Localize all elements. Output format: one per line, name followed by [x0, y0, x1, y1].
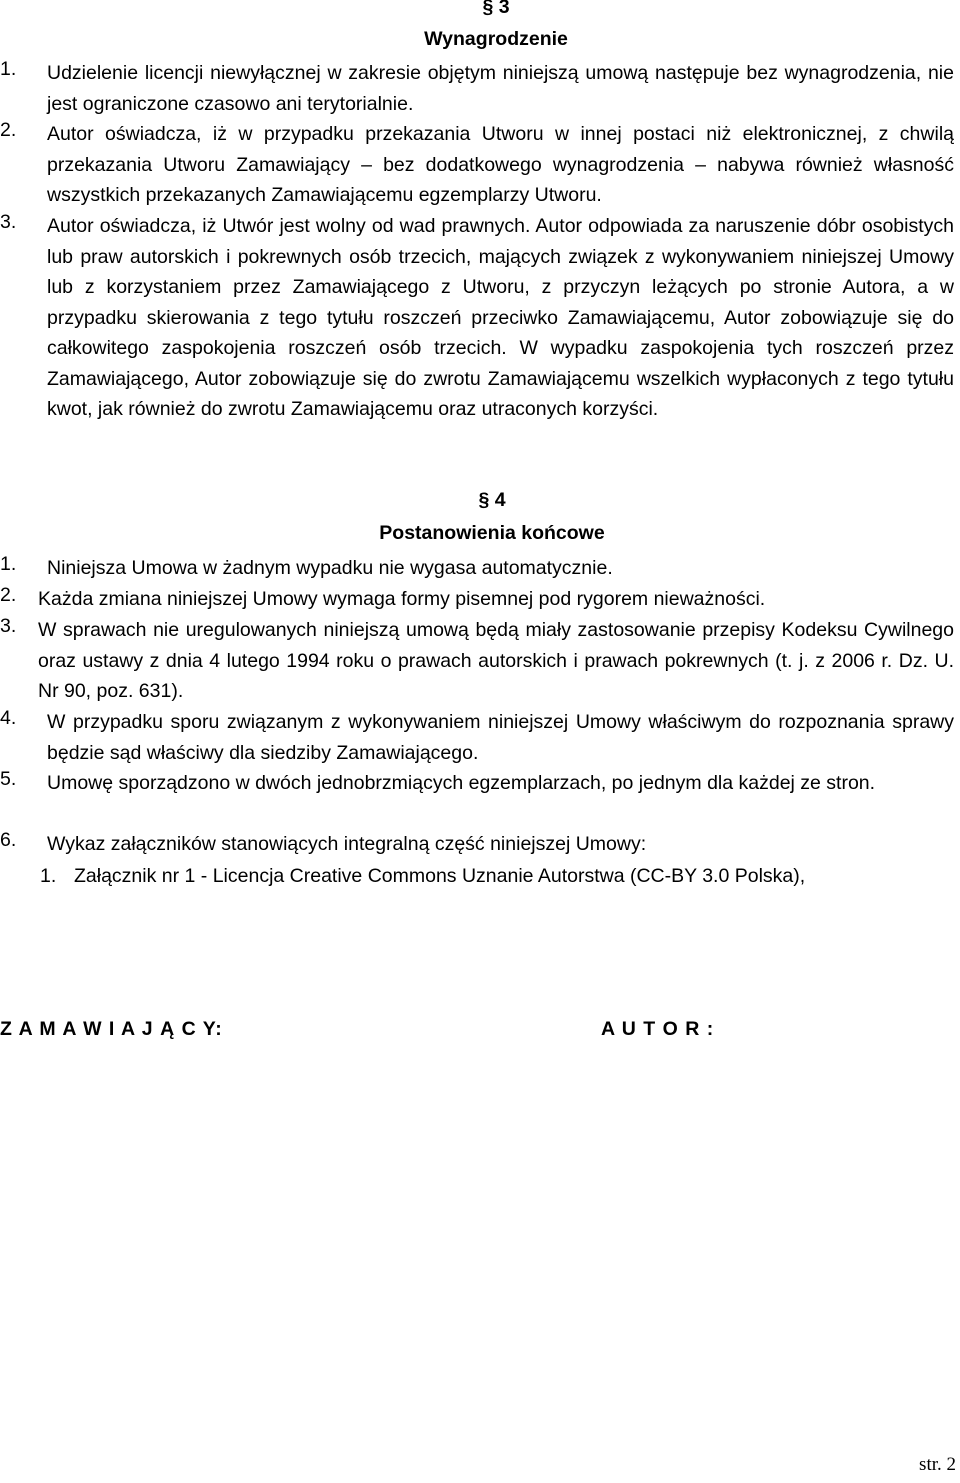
section-4-item-6: [0, 829, 954, 860]
item-text: Każda zmiana niniejszej Umowy wymaga formy pisemnej pod rygorem nieważności.: [38, 588, 766, 610]
section-4-number: § 4: [478, 489, 506, 511]
section-3-item-2: [0, 119, 954, 211]
item-text: W sprawach nie uregulowanych niniejszą umową będą miały zastosowanie przepisy Kodeksu Cywilnego oraz ustawy z dnia 4 lutego 1994 roku o prawach autorskich i prawach pokrewnych (t. j. z 2006 r. Dz. U. Nr 90, poz. 631).: [38, 619, 954, 702]
section-4-item-5: [0, 768, 954, 829]
item-text: Umowę sporządzono w dwóch jednobrzmiących egzemplarzach, po jednym dla każdej ze stron.: [47, 772, 876, 794]
item-text: Autor oświadcza, iż Utwór jest wolny od wad prawnych. Autor odpowiada za naruszenie dóbr osobistych lub praw autorskich i pokrewnych osób trzecich, mających związek z wykonywaniem niniejszej Umowy lub z korzystaniem przez Zamawiającego z Utworu, z przyczyn leżących po stronie Autora, a w przypadku skierowania z tego tytułu roszczeń przeciwko Zamawiającemu, Autor zobowiązuje się do całkowitego zaspokojenia roszczeń osób trzecich. W wypadku zaspokojenia tych roszczeń przez Zamawiającego, Autor zobowiązuje się do zwrotu Zamawiającemu wszelkich wypłaconych z tego tytułu kwot, jak również do zwrotu Zamawiającemu oraz utraconych korzyści.: [47, 215, 954, 420]
signature-zamawiajacy: Z A M A W I A J Ą C Y:: [0, 1018, 223, 1040]
item-number: 1.: [0, 58, 17, 80]
subitem-number: 1.: [40, 865, 57, 887]
item-number: 2.: [0, 119, 17, 141]
item-number: 5.: [0, 768, 17, 790]
section-4-item-2: [0, 584, 954, 615]
item-number: 1.: [0, 553, 17, 575]
item-text: Niniejsza Umowa w żadnym wypadku nie wygasa automatycznie.: [47, 557, 613, 579]
item-number: 4.: [0, 707, 17, 729]
item-text: W przypadku sporu związanym z wykonywaniem niniejszej Umowy właściwym do rozpoznania sprawy będzie sąd właściwy dla siedziby Zamawiającego.: [47, 711, 954, 764]
item-text: Autor oświadcza, iż w przypadku przekazania Utworu w innej postaci niż elektronicznej, z chwilą przekazania Utworu Zamawiający – bez dodatkowego wynagrodzenia – nabywa również własność wszystkich przekazanych Zamawiającemu egzemplarzy Utworu.: [47, 123, 954, 206]
section-4-item-4: [0, 707, 954, 768]
signature-autor: A U T O R :: [601, 1018, 715, 1040]
section-3-title: Wynagrodzenie: [424, 28, 568, 50]
item-text: Udzielenie licencji niewyłącznej w zakresie objętym niniejszą umową następuje bez wynagrodzenia, nie jest ograniczone czasowo ani terytorialnie.: [47, 62, 954, 115]
section-3-item-3: [0, 211, 954, 456]
page-number: str. 2: [919, 1454, 956, 1475]
section-4-title: Postanowienia końcowe: [379, 522, 605, 544]
item-number: 3.: [0, 211, 17, 233]
section-4-item-1: [0, 553, 954, 584]
section-4-item-3: [0, 615, 954, 707]
item-number: 3.: [0, 615, 17, 637]
item-number: 2.: [0, 584, 17, 606]
section-4-subitem-1: [0, 861, 954, 892]
item-number: 6.: [0, 829, 17, 851]
section-3-number: § 3: [482, 0, 510, 18]
item-text: Wykaz załączników stanowiących integralną część niniejszej Umowy:: [47, 833, 647, 855]
subitem-text: Załącznik nr 1 - Licencja Creative Commons Uznanie Autorstwa (CC-BY 3.0 Polska),: [74, 865, 806, 887]
section-3-item-1: [0, 58, 954, 120]
